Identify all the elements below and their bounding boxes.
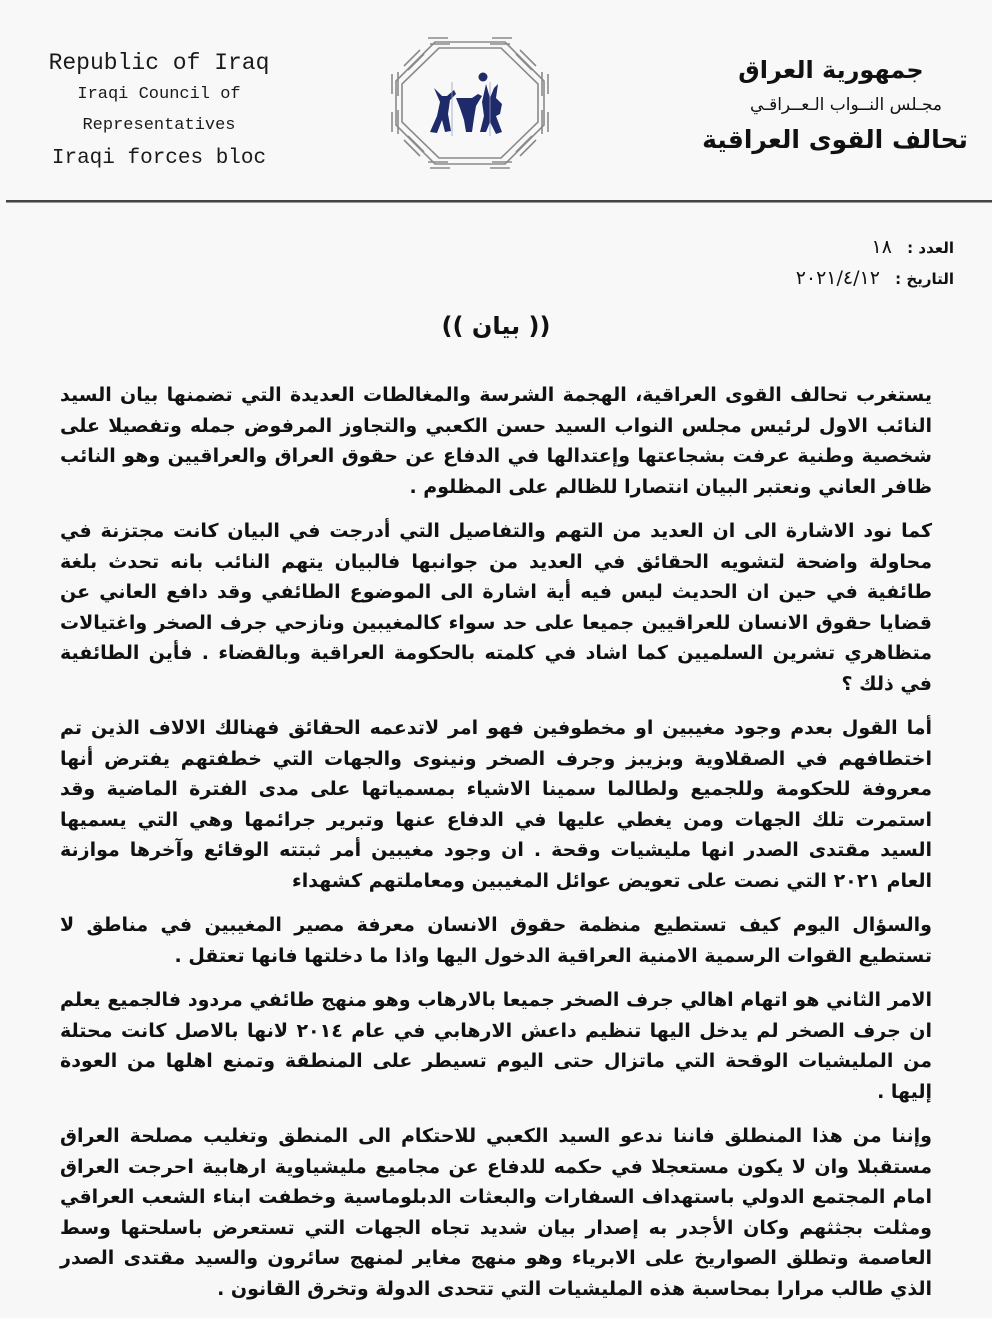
date-label: التاريخ : (895, 270, 954, 288)
paragraph-5: الامر الثاني هو اتهام اهالي جرف الصخر جميعا بالارهاب وهو منهج طائفي مردود فالجميع يعلم ان جرف الصخر لم يدخل اليها تنظيم داعش الارهابي في عام ٢٠١٤ لانها بالاصل كانت محتلة من المليشيات الوقحة التي ماتزال حتى اليوم تسيطر على المنطقة وتمنع اهلها من العودة إليها . (60, 989, 933, 1103)
number-label: العدد : (907, 239, 954, 257)
english-header-line-1: Republic of Iraq (48, 50, 270, 76)
reference-block (796, 232, 954, 294)
english-header-line-2: Iraqi Council of (77, 85, 241, 104)
date-row (796, 263, 954, 294)
english-header-line-4: Iraqi forces bloc (51, 147, 267, 170)
logo-figures (430, 73, 502, 135)
paragraph-3: أما القول بعدم وجود مغيبين او مخطوفين فهو امر لاتدعمه الحقائق فهنالك الالاف الذين تم اختطافهم في الصقلاوية وبزيبز وجرف الصخر ونينوى والجهات التي خطفتهم يفترض أنها معروفة للحكومة وللجميع ولطالما سمينا الاشياء بمسمياتها على مدى الفترة الماضية وقد استمرت تلك الجهات ومن يغطي عليها في الدفاع عنها وتبرير جرائمها وهي التي يسميها السيد مقتدى الصدر انها مليشيات وقحة . ان وجود مغيبين أمر ثبتته الوقائع وآخرها موازنة العام ٢٠٢١ التي نصت على تعويض عوائل المغيبين ومعاملتهم كشهداء (60, 717, 932, 892)
paragraph-2: كما نود الاشارة الى ان العديد من التهم والتفاصيل التي أدرجت في البيان كانت مجتزنة في محاولة واضحة لتشويه الحقائق في العديد من جوانبها فالبيان يتهم النائب بانه تحدث بلغة طائفية في حين ان الحديث ليس فيه أية اشارة الى الموضوع الطائفي وقد دافع العاني عن قضايا حقوق الانسان للعراقيين جميعا على حد سواء كالمغيبين ونازحي جرف الصخر واغتيالات متظاهري تشرين السلميين كما اشاد في كلمته بالحكومة العراقية وبالقضاء . فأين الطائفية في ذلك ؟ (60, 520, 932, 695)
arabic-header-line-3: تحالف القوى العراقية (702, 125, 968, 154)
bloc-logo-icon (390, 36, 550, 170)
paragraph-6: وإننا من هذا المنطلق فاننا ندعو السيد الكعبي للاحتكام الى المنطق وتغليب مصلحة العراق مستقبلا وان لا يكون مستعجلا في حكمه للدفاع عن مجاميع مليشياوية ارهابية احرجت العراق امام المجتمع الدولي باستهداف السفارات والبعثات الدبلوماسية وخطفت ابناء الشعب العراقي ومثلت بجثثهم وكان الأجدر به إصدار بيان شديد تجاه الجهات التي تستعرض باسلحتها وسط العاصمة وتطلق الصواريخ على الابرياء وهو منهج مغاير لمنهج سائرون والسيد مقتدى الصدر الذي طالب مرارا بمحاسبة هذه المليشيات التي تتحدى الدولة وتخرق القانون . (60, 1125, 932, 1300)
statement-body (60, 380, 932, 1318)
header-divider (6, 200, 992, 203)
arabic-header-line-2: مجـلس النــواب الـعــراقـي (749, 95, 943, 115)
paragraph-1: يستغرب تحالف القوى العراقية، الهجمة الشرسة والمغالطات العديدة التي تضمنها بيان السيد النائب الاول لرئيس مجلس النواب السيد حسن الكعبي والتجاوز المرفوض جمله وتفصيلا على شخصية وطنية عرفت بشجاعتها وإعتدالها في الدفاع عن حقوق العراق والعراقيين وهو النائب ظافر العاني ونعتبر البيان انتصارا للظالم على المظلوم . (60, 384, 932, 498)
paragraph-4: والسؤال اليوم كيف تستطيع منظمة حقوق الانسان معرفة مصير المغيبين في مناطق لا تستطيع القوات الرسمية الامنية العراقية الدخول اليها واذا ما دخلتها فانها تعتقل . (60, 914, 932, 967)
number-value: ١٨ (871, 236, 892, 258)
reference-number-row (796, 232, 954, 263)
arabic-letterhead (696, 50, 986, 160)
english-header-line-3: Representatives (82, 116, 236, 135)
english-letterhead (14, 46, 304, 176)
arabic-header-line-1: جمهورية العراق (738, 56, 924, 84)
date-value: ٢٠٢١/٤/١٢ (795, 267, 880, 289)
document-title: (( بيان )) (441, 312, 551, 340)
